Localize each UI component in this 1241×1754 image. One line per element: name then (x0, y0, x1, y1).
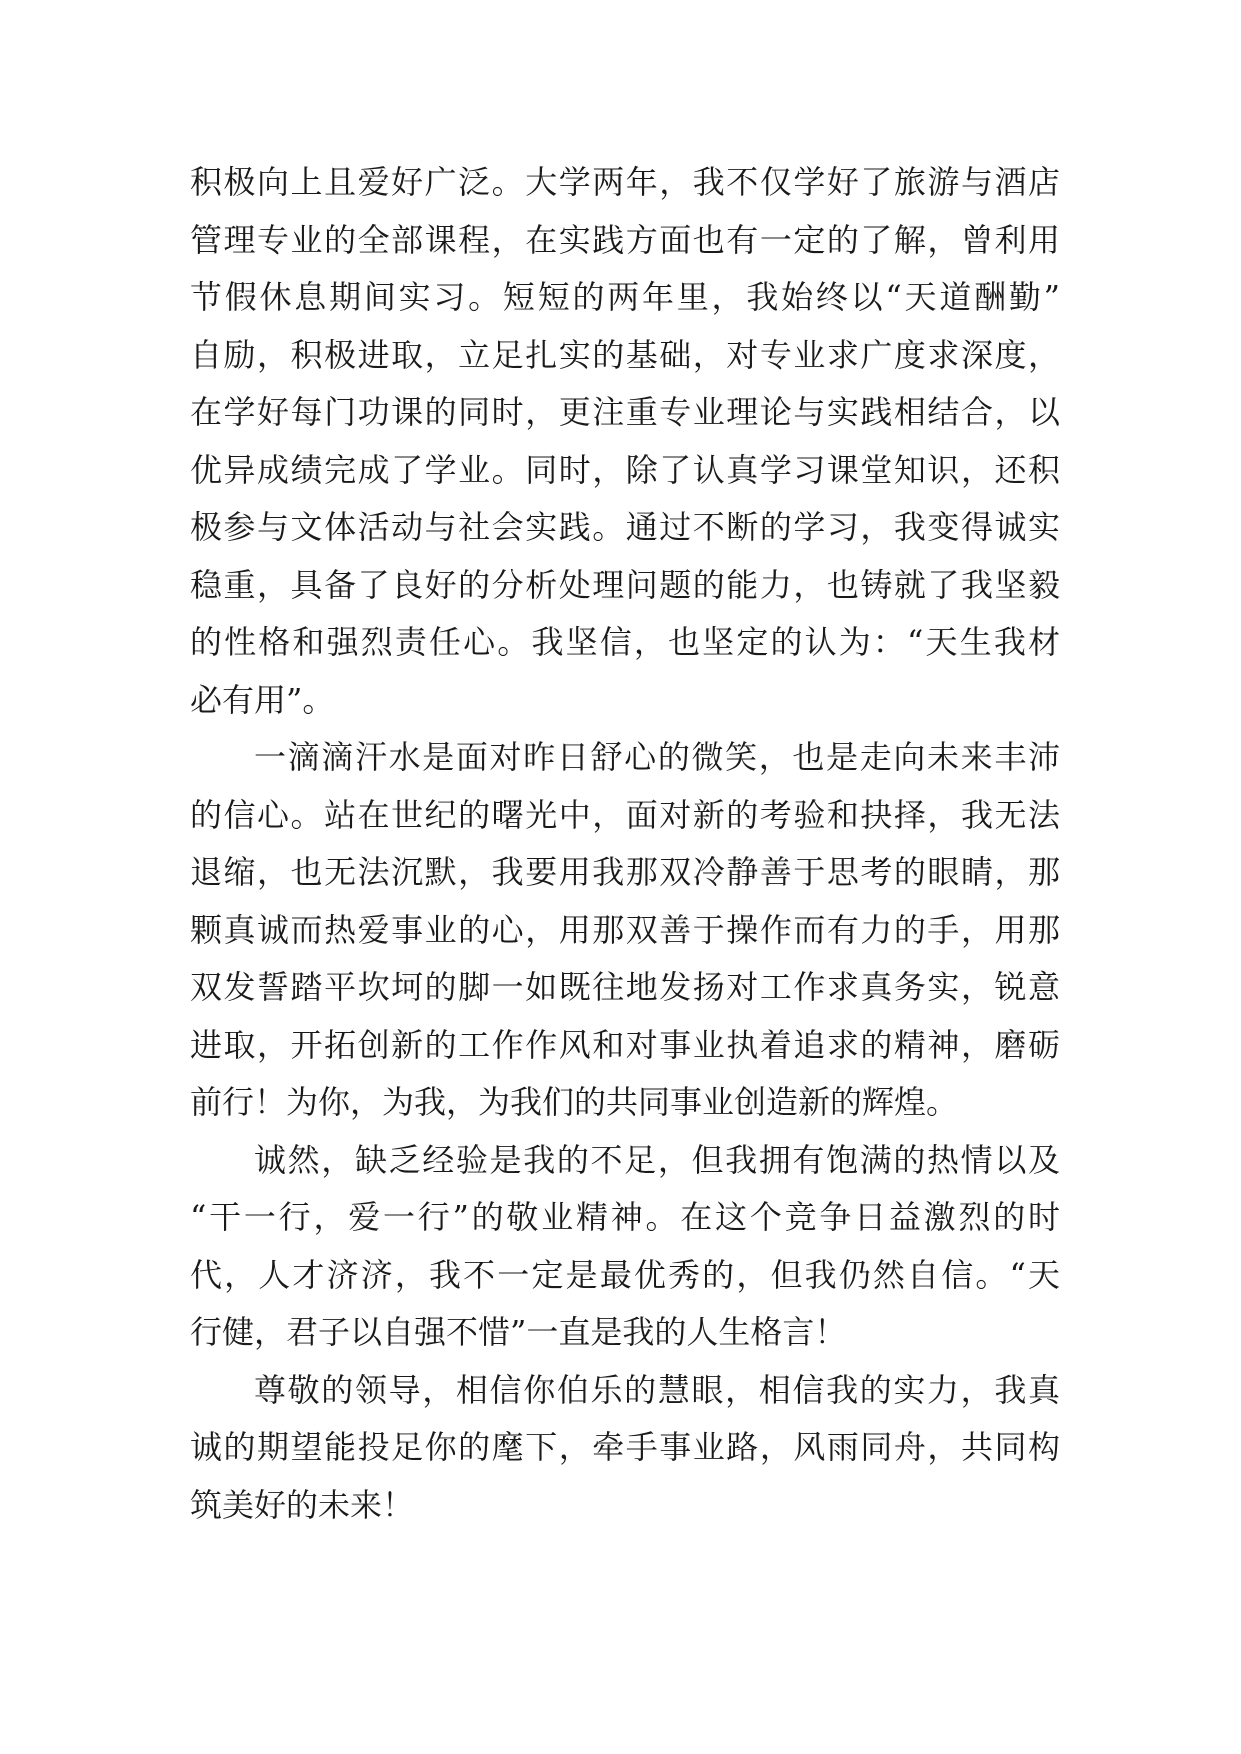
text-line: 前行！为你，为我，为我们的共同事业创造新的辉煌。 (190, 1083, 959, 1121)
text-line: 在学好每门功课的同时，更注重专业理论与实践相结合，以 (190, 393, 1060, 431)
text-line: 行健，君子以自强不惜”一直是我的人生格言！ (190, 1313, 847, 1351)
paragraph-first-line: 一滴滴汗水是面对昨日舒心的微笑，也是走向未来丰沛 (254, 738, 1060, 776)
text-line: 管理专业的全部课程，在实践方面也有一定的了解，曾利用 (190, 220, 1060, 259)
text-line: 稳重，具备了良好的分析处理问题的能力，也铸就了我坚毅 (190, 565, 1060, 604)
text-line: 的信心。站在世纪的曙光中，面对新的考验和抉择，我无法 (190, 795, 1060, 834)
document-body (190, 154, 1060, 1534)
text-line: 的性格和强烈责任心。我坚信，也坚定的认为：“天生我材 (190, 623, 1060, 661)
text-line: 节假休息期间实习。短短的两年里，我始终以“天道酬勤” (190, 278, 1060, 316)
text-line: 极参与文体活动与社会实践。通过不断的学习，我变得诚实 (190, 508, 1060, 546)
text-line: 颗真诚而热爱事业的心，用那双善于操作而有力的手，用那 (190, 910, 1060, 949)
text-line: 代，人才济济，我不一定是最优秀的，但我仍然自信。“天 (190, 1255, 1060, 1294)
text-line: 自励，积极进取，立足扎实的基础，对专业求广度求深度， (190, 335, 1060, 374)
text-line: “干一行，爱一行”的敬业精神。在这个竞争日益激烈的时 (190, 1198, 1060, 1236)
text-line: 积极向上且爱好广泛。大学两年，我不仅学好了旅游与酒店 (190, 163, 1060, 201)
paragraph-first-line: 尊敬的领导，相信你伯乐的慧眼，相信我的实力，我真 (254, 1370, 1060, 1409)
text-line: 退缩，也无法沉默，我要用我那双冷静善于思考的眼睛，那 (190, 853, 1060, 891)
text-line: 双发誓踏平坎坷的脚一如既往地发扬对工作求真务实，锐意 (190, 968, 1060, 1006)
text-line: 诚的期望能投足你的麾下，牵手事业路，风雨同舟，共同构 (190, 1428, 1060, 1466)
text-line: 必有用”。 (190, 680, 335, 719)
text-line: 优异成绩完成了学业。同时，除了认真学习课堂知识，还积 (190, 450, 1060, 489)
text-line: 进取，开拓创新的工作作风和对事业执着追求的精神，磨砺 (190, 1025, 1060, 1064)
text-line: 筑美好的未来！ (190, 1485, 415, 1524)
paragraph-first-line: 诚然，缺乏经验是我的不足，但我拥有饱满的热情以及 (254, 1140, 1060, 1179)
